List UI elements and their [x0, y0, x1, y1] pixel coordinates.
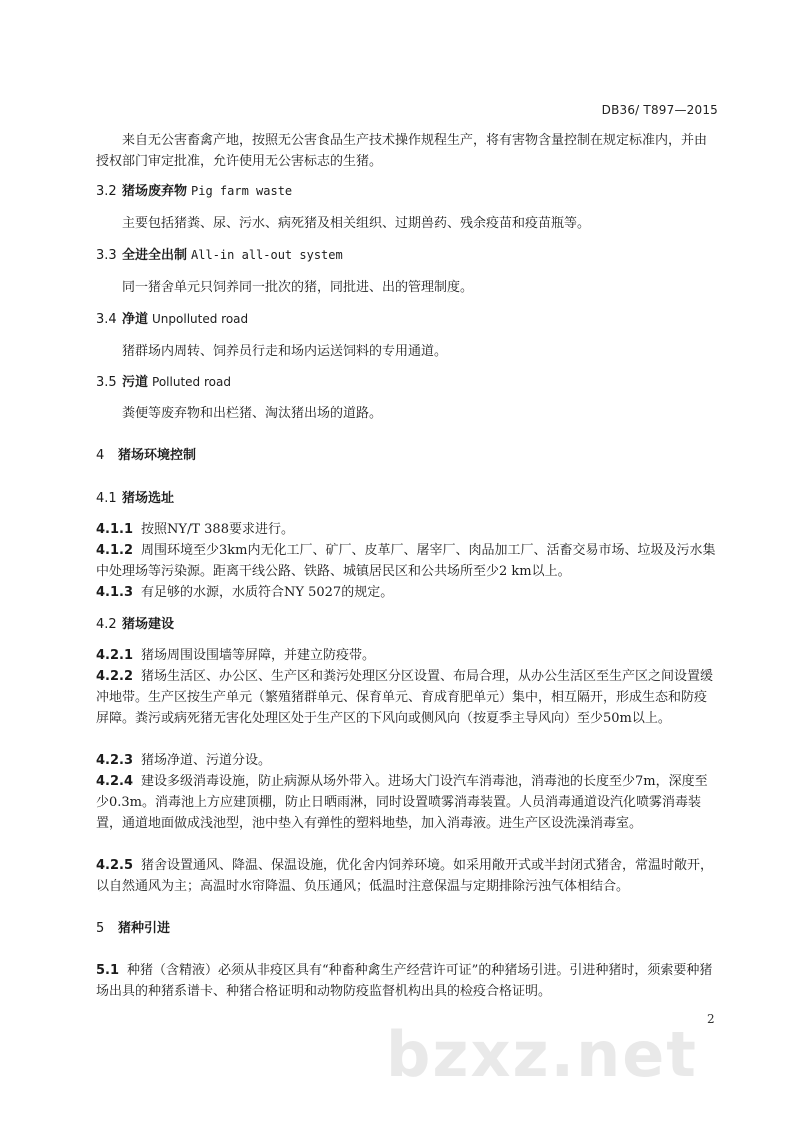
clause-4-1-3: 4.1.3 有足够的水源，水质符合NY 5027的规定。 [96, 585, 394, 600]
section-3-4-heading: 3.4 净道 Unpolluted road [96, 312, 249, 327]
doc-code-header: DB36/ T897—2015 [601, 103, 718, 117]
clause-4-2-1: 4.2.1 猪场周围设围墙等屏障，并建立防疫带。 [96, 648, 376, 663]
section-4-heading: 4 猪场环境控制 [96, 448, 197, 463]
section-3-5-heading: 3.5 污道 Polluted road [96, 375, 231, 390]
intro-paragraph: 来自无公害畜禽产地，按照无公害食品生产技术操作规程生产，将有害物含量控制在规定标准内，并由授权部门审定批准，允许使用无公害标志的生猪。 [96, 133, 708, 169]
section-3-4-text: 猪群场内周转、饲养员行走和场内运送饲料的专用通道。 [122, 344, 448, 359]
site-watermark: bzxz.net [386, 1018, 698, 1091]
clause-4-1-1: 4.1.1 按照NY/T 388要求进行。 [96, 522, 294, 537]
section-3-3-text: 同一猪舍单元只饲养同一批次的猪，同批进、出的管理制度。 [122, 280, 474, 295]
section-3-2-text: 主要包括猪粪、尿、污水、病死猪及相关组织、过期兽药、残余疫苗和疫苗瓶等。 [122, 216, 591, 231]
section-3-2-heading: 3.2 猪场废弃物 Pig farm waste [96, 184, 293, 199]
page-number: 2 [707, 1012, 715, 1026]
clause-4-2-5: 4.2.5 猪舍设置通风、降温、保温设施，优化舍内饲养环境。如采用敞开式或半封闭式猪舍，常温时敞开，以自然通风为主；高温时水帘降温、负压通风；低温时注意保温与定期排除污浊气体相结合。 [96, 858, 714, 894]
clause-4-1-2: 4.1.2 周围环境至少3km内无化工厂、矿厂、皮革厂、屠宰厂、肉品加工厂、活畜交易市场、垃圾及污水集中处理场等污染源。距离干线公路、铁路、城镇居民区和公共场所至少2 km以上。 [96, 543, 716, 579]
section-4-1-heading: 4.1 猪场选址 [96, 491, 175, 506]
clause-5-1: 5.1 种猪（含精液）必须从非疫区具有“种畜种禽生产经营许可证”的种猪场引进。引进种猪时，须索要种猪场出具的种猪系谱卡、种猪合格证明和动物防疫监督机构出具的检疫合格证明。 [96, 963, 713, 999]
section-4-2-heading: 4.2 猪场建设 [96, 617, 175, 632]
clause-4-2-2: 4.2.2 猪场生活区、办公区、生产区和粪污处理区分区设置、布局合理，从办公生活区至生产区之间设置缓冲地带。生产区按生产单元（繁殖猪群单元、保育单元、育成育肥单元）集中，相互隔开，形成生态和防疫屏障。粪污或病死猪无害化处理区处于生产区的下风向或侧风向（按夏季主导风向）至少50m以上。 [96, 669, 714, 726]
clause-4-2-4: 4.2.4 建设多级消毒设施，防止病源从场外带入。进场大门设汽车消毒池，消毒池的长度至少7m，深度至少0.3m。消毒池上方应建顶棚，防止日晒雨淋，同时设置喷雾消毒装置。人员消毒通道设汽化喷雾消毒装置，通道地面做成浅池型，池中垫入有弹性的塑料地垫，加入消毒液。进生产区设洗澡消毒室。 [96, 774, 708, 831]
section-5-heading: 5 猪种引进 [96, 921, 171, 936]
section-3-5-text: 粪便等废弃物和出栏猪、淘汰猪出场的道路。 [122, 406, 383, 421]
clause-4-2-3: 4.2.3 猪场净道、污道分设。 [96, 753, 272, 768]
section-3-3-heading: 3.3 全进全出制 All-in all-out system [96, 248, 343, 263]
